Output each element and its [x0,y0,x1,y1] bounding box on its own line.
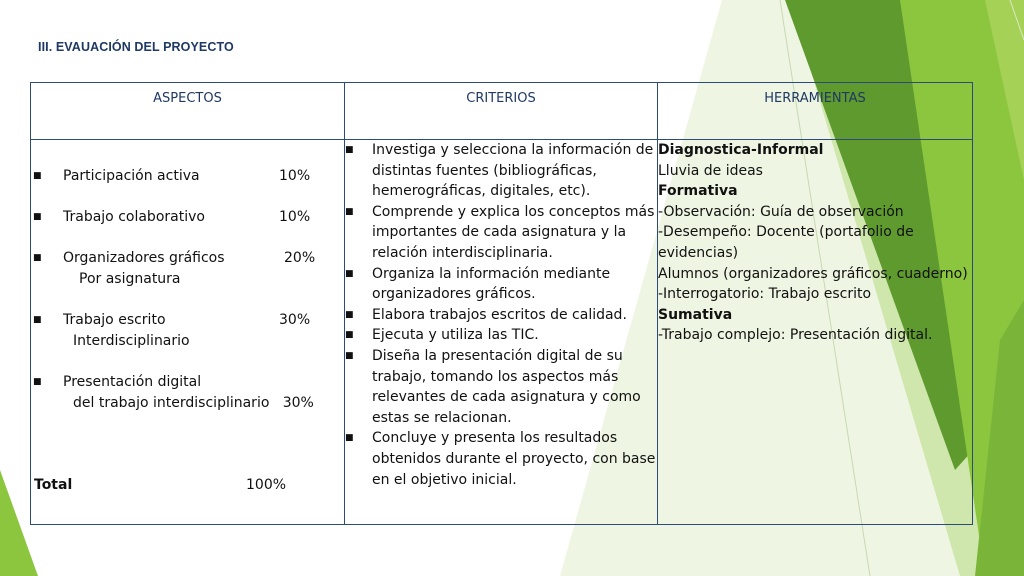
aspects-cell [31,140,345,525]
bullet-icon: ■ [345,268,354,279]
criteria-text: Diseña la presentación digital de su trabajo, tomando los aspectos más relevantes de cada asignatura y como estas se relacionan. [372,347,641,426]
aspect-percent: 10% [279,209,311,225]
aspect-name: Trabajo escrito [63,312,166,328]
bullet-icon: ■ [345,330,354,341]
total-label: Total [34,477,73,493]
tool-heading-sumativa: Sumativa [658,306,733,323]
criteria-item [345,264,657,305]
tool-line: -Trabajo complejo: Presentación digital. [658,327,933,344]
tool-line: Lluvia de ideas [658,162,763,179]
criteria-item [345,325,657,346]
tool-line: Alumnos (organizadores gráficos, cuaderno) [658,265,968,282]
criteria-text: Ejecuta y utiliza las TIC. [372,327,539,344]
criteria-cell [345,140,658,525]
aspect-name: Participación activa [63,168,200,184]
aspect-name: Presentación digital [63,374,202,390]
bullet-icon: ■ [345,350,354,361]
criteria-text: Comprende y explica los conceptos más importantes de cada asignatura y la relación interdisciplinaria. [372,203,655,261]
aspect-name: Trabajo colaborativo [63,209,205,225]
table-header-row [31,83,973,140]
aspect-percent: 30% [279,312,311,328]
criteria-item [345,305,657,326]
aspect-percent: 20% [284,250,316,266]
bullet-icon: ■ [345,309,354,320]
total-percent: 100% [246,477,287,493]
bullet-icon: ■ [33,377,42,387]
table-body-row [31,140,973,525]
criteria-item [345,428,657,490]
tools-list [658,140,972,346]
criteria-list [345,140,657,490]
header-aspectos: ASPECTOS [31,83,345,140]
tool-line: -Observación: Guía de observación [658,203,904,220]
tool-line: -Interrogatorio: Trabajo escrito [658,286,872,303]
bullet-icon: ■ [33,315,42,325]
criteria-item [345,140,657,202]
bullet-icon: ■ [33,212,42,222]
evaluation-table [30,82,973,525]
bullet-icon: ■ [33,171,42,181]
tools-cell [658,140,973,525]
criteria-text: Investiga y selecciona la información de distintas fuentes (bibliográficas, hemerográficas, digitales, etc). [372,142,654,200]
bullet-icon: ■ [33,253,42,263]
criteria-text: Concluye y presenta los resultados obtenidos durante el proyecto, con base en el objetivo inicial. [372,430,656,488]
header-criterios: CRITERIOS [345,83,658,140]
aspect-name: Organizadores gráficos [63,250,225,266]
slide-title: III. EVAUACIÓN DEL PROYECTO [38,40,234,54]
aspects-list [31,140,344,524]
aspect-subtitle: Interdisciplinario [73,332,190,349]
aspect-percent: 10% [279,168,311,184]
bullet-icon: ■ [345,433,354,444]
aspect-subtitle: Por asignatura [79,270,181,287]
tool-heading-diagnostica: Diagnostica-Informal [658,142,824,158]
tool-heading-formativa: Formativa [658,183,738,200]
bullet-icon: ■ [345,206,354,217]
criteria-text: Organiza la información mediante organizadores gráficos. [372,265,611,303]
header-herramientas: HERRAMIENTAS [658,83,973,140]
criteria-item [345,202,657,264]
aspect-subtitle: del trabajo interdisciplinario 30% [73,394,314,411]
criteria-text: Elabora trabajos escritos de calidad. [372,306,627,323]
tool-line: -Desempeño: Docente (portafolio de evidencias) [658,224,914,261]
criteria-item [345,346,657,428]
bullet-icon: ■ [345,145,354,155]
